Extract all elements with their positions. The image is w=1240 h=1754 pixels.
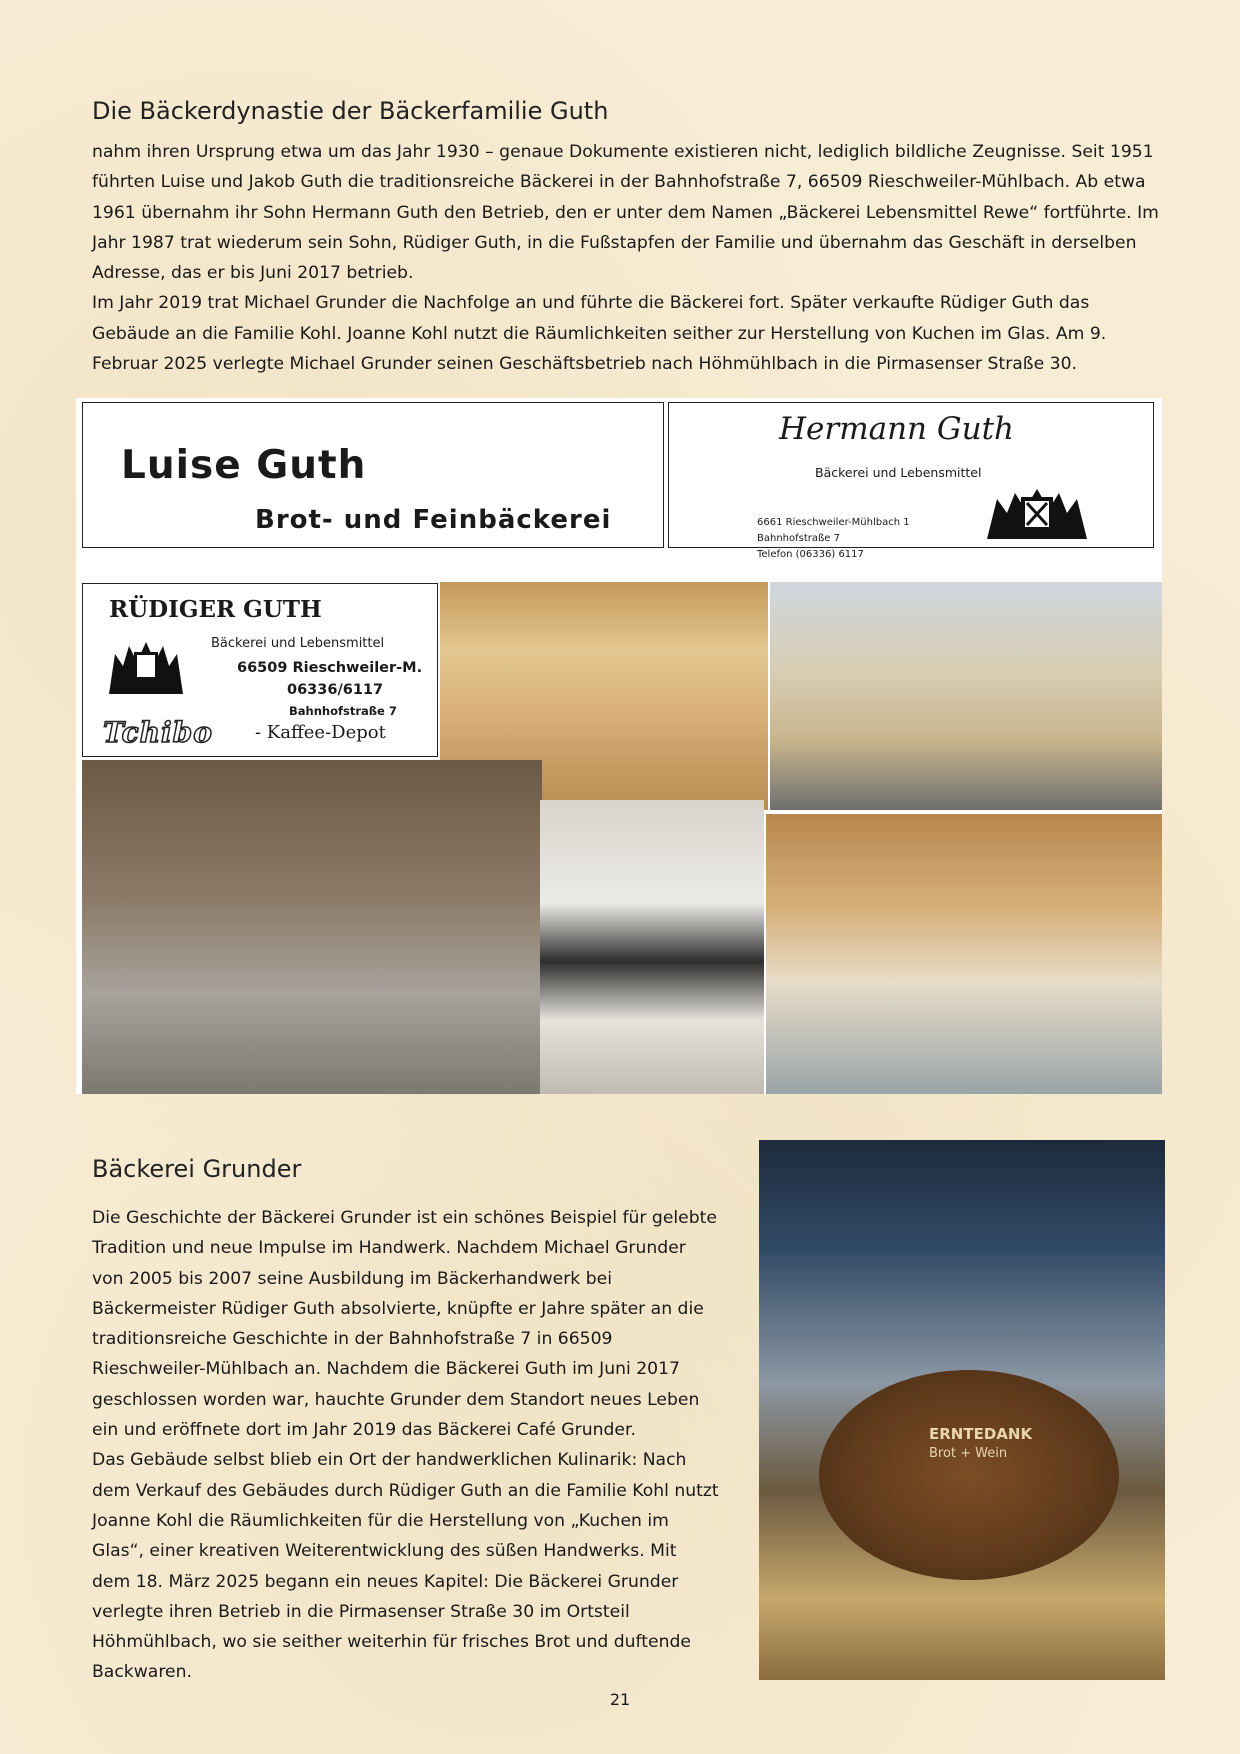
logo-line: 06336/6117	[287, 682, 384, 698]
bread-loaf	[819, 1370, 1119, 1580]
logo-line: Bahnhofstraße 7	[289, 704, 397, 718]
page-number: 21	[609, 1690, 631, 1709]
photo-bakery-building	[770, 582, 1162, 810]
address-line: 6661 Rieschweiler-Mühlbach 1	[757, 517, 910, 528]
photo-old-brick-oven	[540, 800, 764, 1094]
logo-subtitle: Bäckerei und Lebensmittel	[815, 465, 982, 480]
section-title-grunder: Bäckerei Grunder	[92, 1155, 302, 1183]
logo-subtitle: Brot- und Feinbäckerei	[255, 505, 612, 535]
coat-of-arms-icon	[977, 479, 1097, 543]
paragraph: Das Gebäude selbst blieb ein Ort der handwerklichen Kulinarik: Nach dem Verkauf des Gebäudes durch Rüdiger Guth an die Familie Kohl nutzt Joanne Kohl die Räumlichkeiten für die Herstellung von „Kuchen im Glas“, einer kreativen Weiterentwicklung des süßen Handwerks. Mit dem 18. März 2025 begann ein neues Kapitel: Die Bäckerei Grunder verlegte ihren Betrieb in die Pirmasenser Straße 30 im Ortsteil Höhmühlbach, wo sie seither weiterhin für frisches Brot und duftende Backwaren.	[92, 1450, 719, 1683]
photo-collage	[76, 398, 1162, 1094]
bread-stamp-text: ERNTEDANK	[929, 1425, 1033, 1443]
logo-line: 66509 Rieschweiler-M.	[237, 660, 423, 676]
bread-stamp-text: Brot + Wein	[929, 1446, 1008, 1461]
tchibo-logo: Tchibo	[103, 716, 213, 749]
photo-shop-counter	[766, 814, 1162, 1094]
logo-name: RÜDIGER GUTH	[109, 596, 322, 623]
logo-name: Luise Guth	[121, 443, 367, 488]
photo-baker-at-oven	[82, 760, 542, 1094]
section-text-guth	[92, 137, 1172, 379]
paragraph: Im Jahr 2019 trat Michael Grunder die Nachfolge an und führte die Bäckerei fort. Später verkaufte Rüdiger Guth das Gebäude an die Familie Kohl. Joanne Kohl nutzt die Räumlichkeiten seither zur Herstellung von Kuchen im Glas. Am 9. Februar 2025 verlegte Michael Grunder seinen Geschäftsbetrieb nach Höhmühlbach in die Pirmasenser Straße 30.	[92, 293, 1107, 375]
logo-name: Hermann Guth	[779, 411, 1015, 447]
logo-line: - Kaffee-Depot	[255, 722, 386, 743]
address-line: Telefon (06336) 6117	[757, 549, 864, 560]
coat-of-arms-icon	[105, 636, 187, 696]
hermann-guth-logo	[668, 402, 1154, 560]
photo-harvest-bread	[759, 1140, 1165, 1680]
logo-address	[757, 515, 910, 563]
ruediger-guth-logo	[82, 583, 438, 757]
luise-guth-logo	[82, 402, 664, 548]
address-line: Bahnhofstraße 7	[757, 533, 841, 544]
logo-line: Bäckerei und Lebensmittel	[211, 636, 385, 651]
section-title-guth: Die Bäckerdynastie der Bäckerfamilie Guth	[92, 97, 609, 125]
paragraph: nahm ihren Ursprung etwa um das Jahr 1930 – genaue Dokumente existieren nicht, lediglich bildliche Zeugnisse. Seit 1951 führten Luise und Jakob Guth die traditionsreiche Bäckerei in der Bahnhofstraße 7, 66509 Rieschweiler-Mühlbach. Ab etwa 1961 übernahm ihr Sohn Hermann Guth den Betrieb, den er unter dem Namen „Bäckerei Lebensmittel Rewe“ fortführte. Im Jahr 1987 trat wiederum sein Sohn, Rüdiger Guth, in die Fußstapfen der Familie und übernahm das Geschäft in derselben Adresse, das er bis Juni 2017 betrieb.	[92, 142, 1159, 284]
paragraph: Die Geschichte der Bäckerei Grunder ist ein schönes Beispiel für gelebte Tradition und neue Impulse im Handwerk. Nachdem Michael Grunder von 2005 bis 2007 seine Ausbildung im Bäckerhandwerk bei Bäckermeister Rüdiger Guth absolvierte, knüpfte er Jahre später an die traditionsreiche Geschichte in der Bahnhofstraße 7 in 66509 Rieschweiler-Mühlbach an. Nachdem die Bäckerei Guth im Juni 2017 geschlossen worden war, hauchte Grunder dem Standort neues Leben ein und eröffnete dort im Jahr 2019 das Bäckerei Café Grunder.	[92, 1208, 717, 1441]
section-text-grunder	[92, 1203, 720, 1688]
